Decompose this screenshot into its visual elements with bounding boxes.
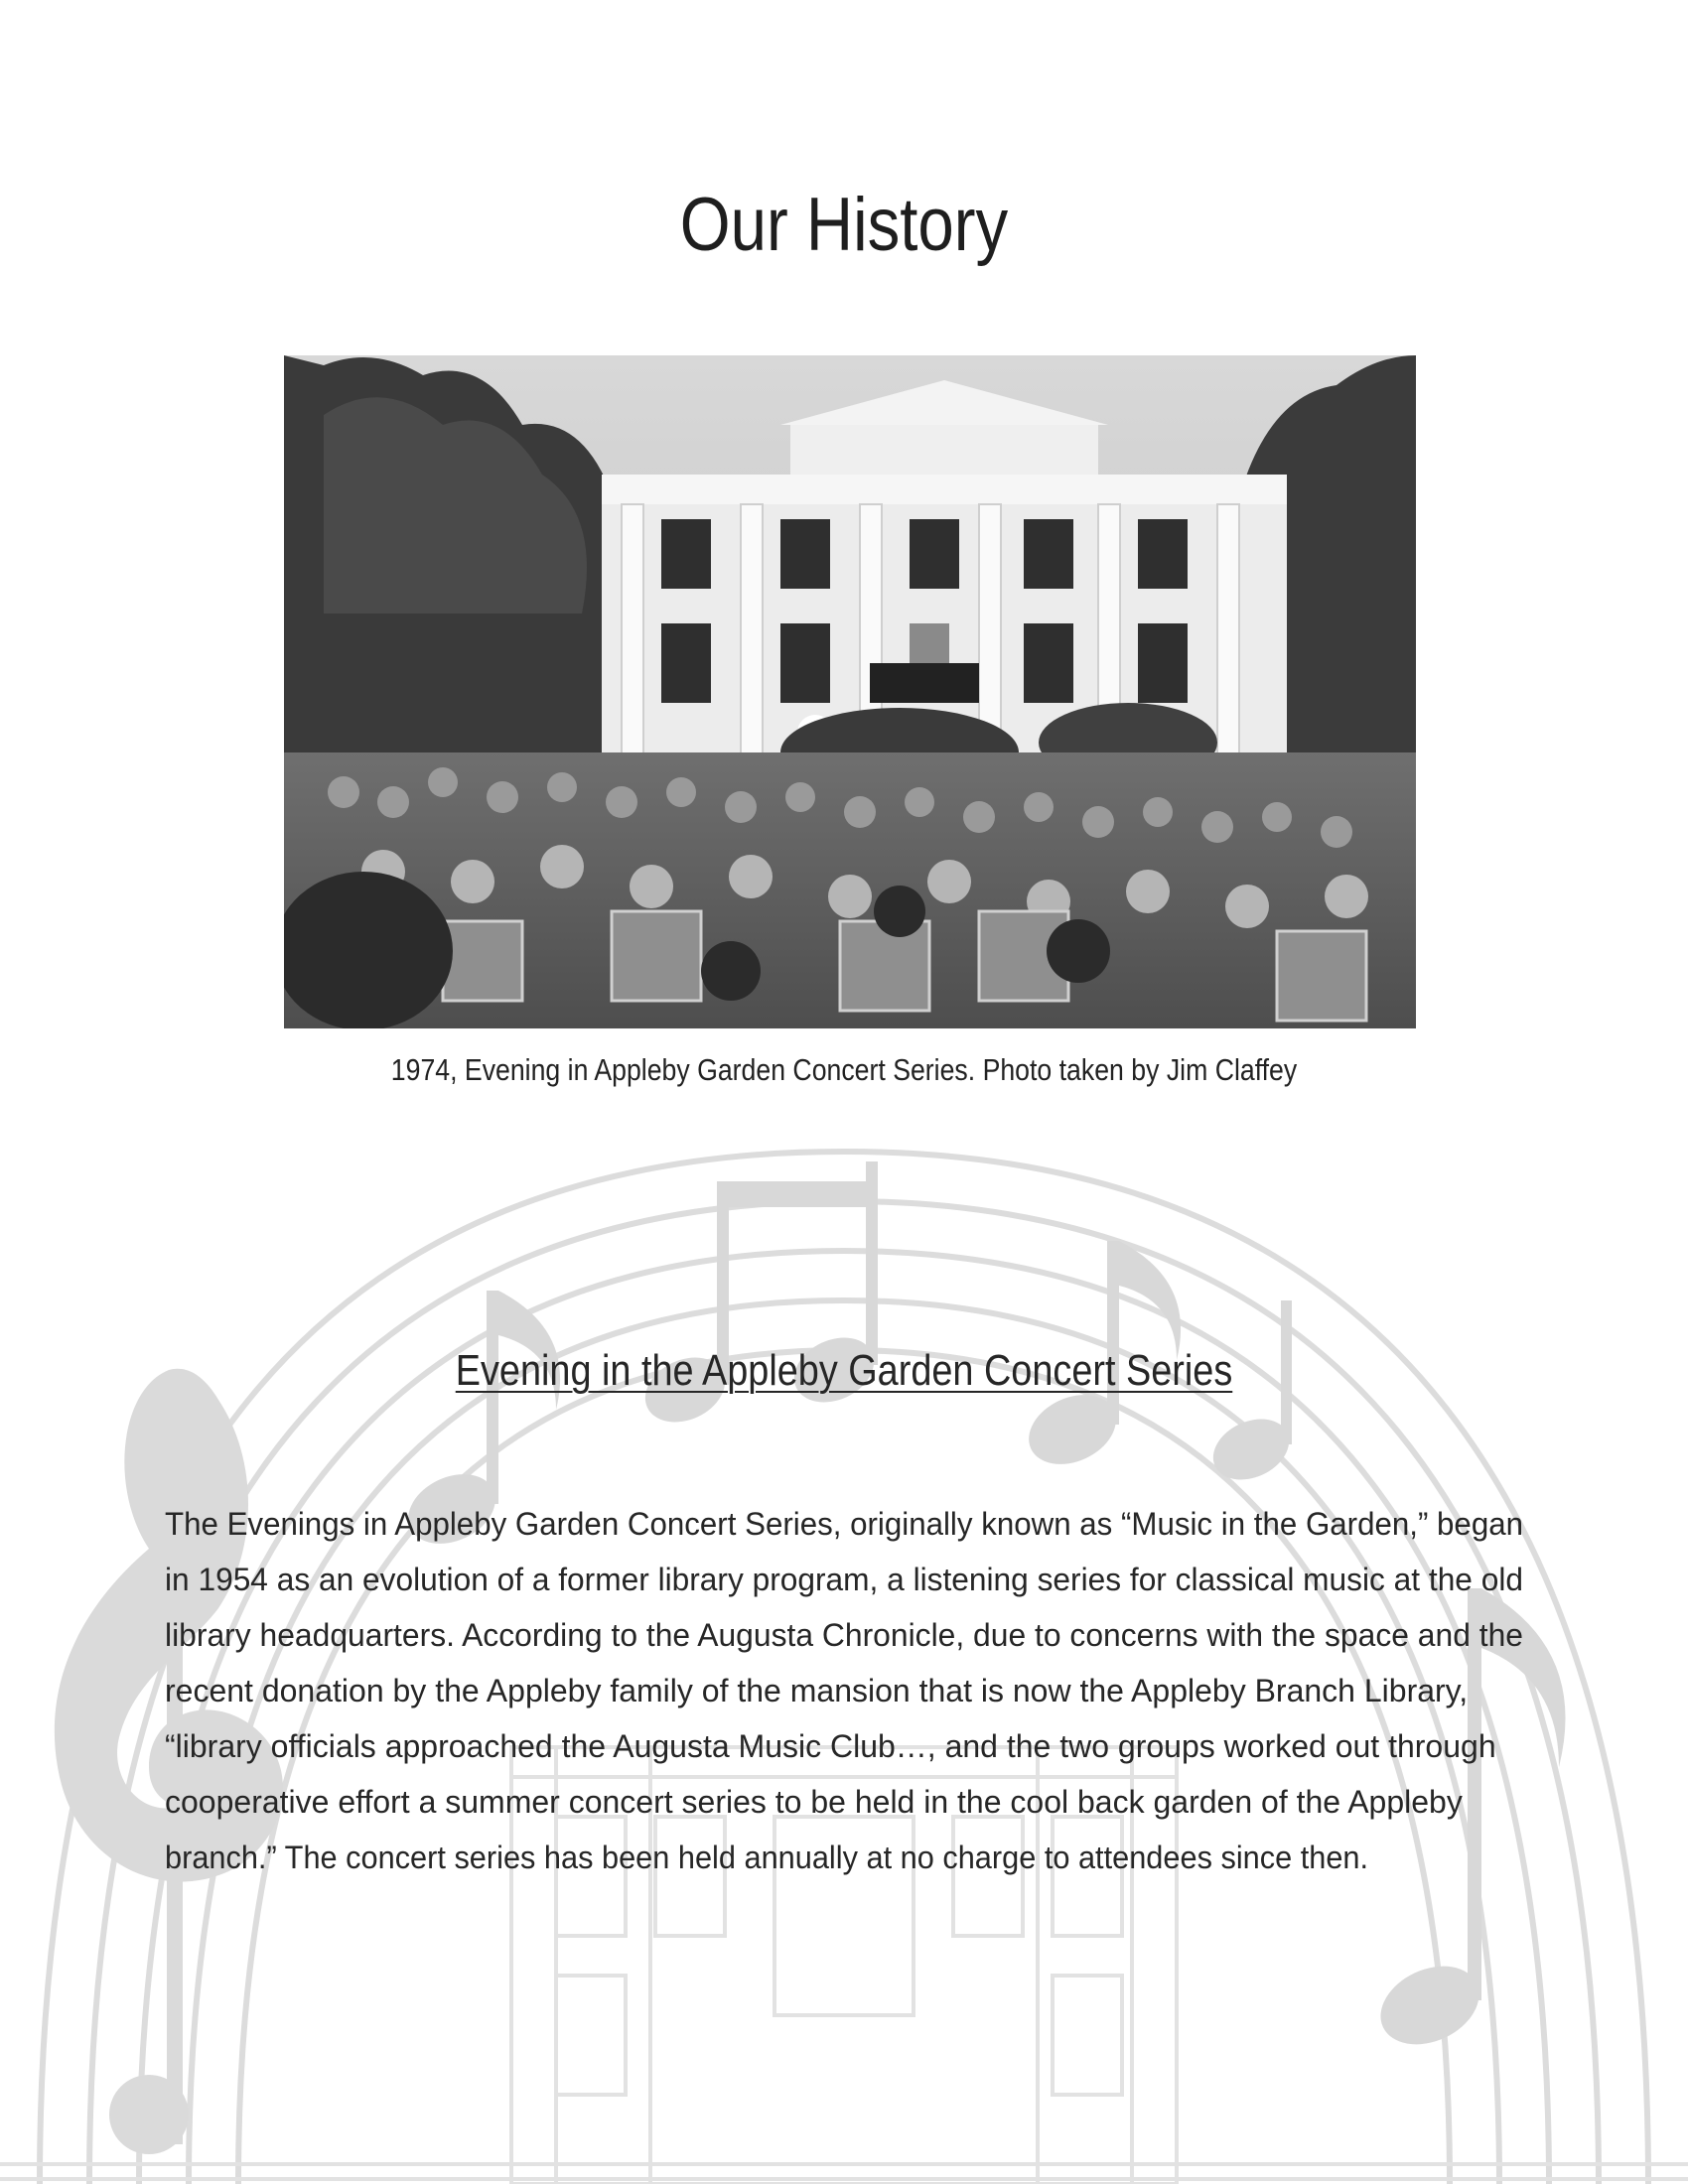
photo-of-garden-concert <box>284 355 1416 1028</box>
paragraph-line: in 1954 as an evolution of a former library program, a listening series for classical music at the old <box>165 1562 1523 1597</box>
paragraph-line: cooperative effort a summer concert series to be held in the cool back garden of the Appleby <box>165 1784 1463 1820</box>
paragraph-line: “library officials approached the Augusta Music Club…, and the two groups worked out through <box>165 1728 1496 1764</box>
paragraph-line: branch.” The concert series has been held annually at no charge to attendees since then. <box>165 1840 1369 1875</box>
paragraph-line: library headquarters. According to the Augusta Chronicle, due to concerns with the space and the <box>165 1617 1523 1653</box>
page-title: Our History <box>679 183 1009 267</box>
section-heading: Evening in the Appleby Garden Concert Series <box>455 1346 1233 1395</box>
paragraph-line: The Evenings in Appleby Garden Concert Series, originally known as “Music in the Garden,” began <box>165 1506 1523 1542</box>
photo-caption: 1974, Evening in Appleby Garden Concert Series. Photo taken by Jim Claffey <box>390 1052 1298 1087</box>
body-paragraph <box>165 1496 1523 1885</box>
paragraph-line: recent donation by the Appleby family of the mansion that is now the Appleby Branch Library, <box>165 1673 1469 1708</box>
